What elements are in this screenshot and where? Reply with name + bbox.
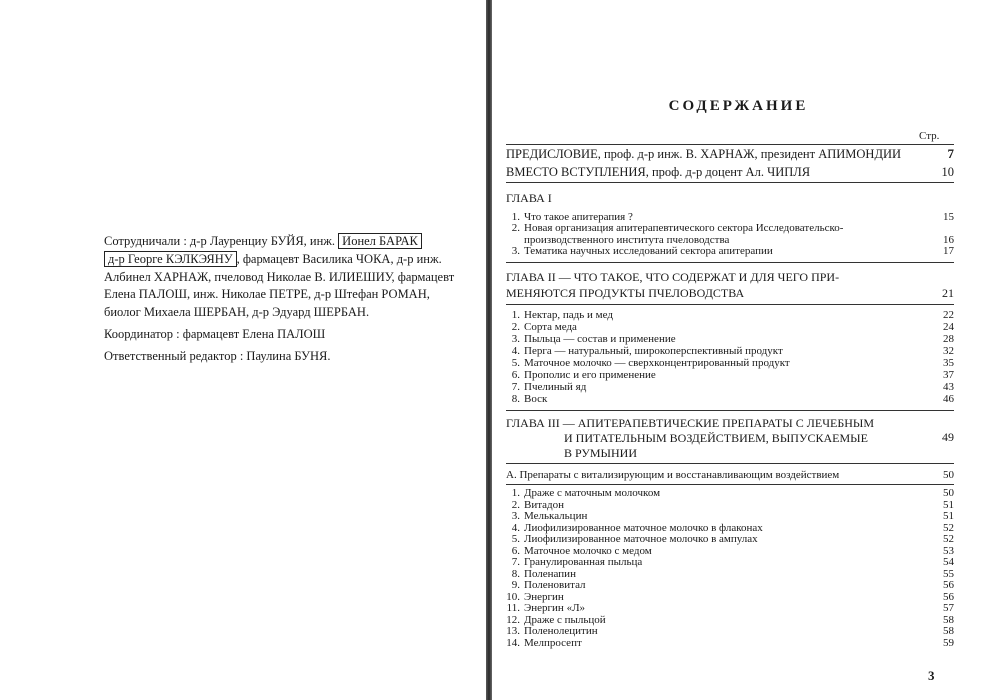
item-text: Воск	[524, 393, 548, 405]
item-text: Пыльца — состав и применение	[524, 333, 676, 345]
section-heading	[506, 470, 954, 482]
credits-line	[104, 251, 484, 269]
item-number: 1.	[511, 487, 520, 499]
item-page: 35	[943, 357, 954, 369]
item-page: 52	[943, 521, 954, 534]
item-number: 12.	[506, 613, 520, 626]
boxed-name: Ионел БАРАК	[338, 233, 422, 249]
item-text: Энергин	[524, 590, 564, 603]
toc-item	[506, 394, 954, 406]
divider	[506, 484, 954, 485]
item-number: 5.	[511, 533, 520, 545]
item-text: Прополис и его применение	[524, 369, 656, 381]
divider	[506, 410, 954, 411]
item-text: Лиофилизированное маточное молочко в ампулах	[524, 533, 758, 545]
item-page: 58	[943, 613, 954, 626]
item-page: 32	[943, 345, 954, 357]
page-column-label: Стр.	[919, 130, 940, 142]
item-page: 16	[943, 234, 954, 246]
item-text: Мелпросепт	[524, 636, 582, 649]
boxed-name: д-р Георге КЭЛКЭЯНУ	[104, 251, 237, 267]
item-text: Поленапин	[524, 567, 576, 580]
toc-entry-page: 10	[941, 165, 954, 179]
item-page: 58	[943, 625, 954, 637]
item-page: 46	[943, 393, 954, 405]
item-number: 3.	[511, 510, 520, 522]
item-text: Энергин «Л»	[524, 602, 586, 614]
toc-item	[506, 382, 954, 394]
divider	[506, 262, 954, 263]
item-text: Драже с маточным молочком	[524, 487, 661, 499]
item-text: производственного института пчеловодства	[524, 234, 730, 246]
toc-title: СОДЕРЖАНИЕ	[668, 98, 809, 114]
item-number: 1.	[511, 309, 520, 321]
item-number: 10.	[506, 590, 520, 603]
item-text: Мелькальцин	[524, 510, 588, 522]
credits-line: биолог Михаела ШЕРБАН, д-р Эдуард ШЕРБАН.	[104, 305, 370, 319]
credits-line: Албинел ХАРНАЖ, пчеловод Николае В. ИЛИЕШИУ, фармацевт	[104, 269, 455, 284]
item-number: 3.	[511, 245, 520, 257]
divider	[506, 182, 954, 183]
item-page: 24	[943, 321, 954, 333]
item-text: Гранулированная пыльца	[524, 556, 643, 568]
item-text: Витадон	[524, 498, 565, 511]
toc-item	[506, 638, 954, 650]
item-page: 43	[943, 381, 954, 393]
item-number: 2.	[511, 498, 520, 511]
section-text: А. Препараты с витализирующим и восстанавливающим воздействием	[506, 469, 840, 481]
toc-item	[506, 246, 954, 258]
item-page: 28	[943, 333, 954, 345]
divider	[506, 463, 954, 464]
responsible-editor: Ответственный редактор : Паулина БУНЯ.	[104, 348, 331, 363]
item-page: 52	[943, 533, 954, 545]
item-page: 56	[943, 579, 954, 591]
chapter-title-line3	[506, 446, 954, 462]
item-text: Тематика научных исследований сектора апитерапии	[524, 245, 773, 257]
item-text: Поленовитал	[524, 579, 586, 591]
item-page: 37	[943, 369, 954, 381]
item-page: 55	[943, 567, 954, 580]
chapter-title: ГЛАВА III — АПИТЕРАПЕВТИЧЕСКИЕ ПРЕПАРАТЫ С ЛЕЧЕБНЫМ	[506, 416, 875, 430]
toc-entry	[506, 147, 954, 162]
item-number: 3.	[511, 333, 520, 345]
item-text: Перга — натуральный, широкоперспективный продукт	[524, 345, 783, 357]
toc-entry	[506, 165, 954, 180]
item-page: 22	[943, 309, 954, 321]
chapter-title-text: В РУМЫНИИ	[564, 446, 638, 460]
item-text: Маточное молочко с медом	[524, 544, 652, 557]
toc-entry-page: 7	[947, 146, 954, 161]
divider	[506, 304, 954, 305]
item-number: 8.	[511, 567, 520, 580]
chapter-title-line2: И ПИТАТЕЛЬНЫМ ВОЗДЕЙСТВИЕМ, ВЫПУСКАЕМЫЕ	[564, 431, 868, 445]
right-page	[492, 0, 985, 700]
divider	[506, 144, 954, 145]
chapter-title-line2	[506, 286, 954, 302]
item-text: Маточное молочко — сверхконцентрированный продукт	[524, 357, 790, 369]
section-page: 50	[943, 469, 954, 481]
item-number: 1.	[511, 211, 520, 223]
item-text: Сорта меда	[524, 321, 577, 333]
item-page: 17	[943, 245, 954, 257]
credits-text: Сотрудничали : д-р Лауренциу БУЙЯ, инж.	[104, 234, 336, 248]
item-page: 51	[943, 510, 954, 522]
toc-entry-text: ПРЕДИСЛОВИЕ, проф. д-р инж. В. ХАРНАЖ, президент АПИМОНДИИ	[506, 147, 902, 161]
item-number: 4.	[511, 521, 520, 534]
item-number: 14.	[506, 636, 520, 649]
toc-entry-text: ВМЕСТО ВСТУПЛЕНИЯ, проф. д-р доцент Ал. ЧИПЛЯ	[506, 165, 811, 179]
toc-item	[506, 488, 954, 500]
credits-text: , фармацевт Василика ЧОКА, д-р инж.	[236, 251, 442, 266]
left-page	[0, 0, 486, 700]
item-number: 9.	[511, 579, 520, 591]
toc-item	[506, 580, 954, 592]
item-text: Драже с пыльцой	[524, 613, 606, 626]
item-text: Нектар, падь и мед	[524, 309, 613, 321]
chapter-title-text: МЕНЯЮТСЯ ПРОДУКТЫ ПЧЕЛОВОДСТВА	[506, 286, 745, 300]
coordinator: Координатор : фармацевт Елена ПАЛОШ	[104, 326, 326, 341]
chapter-page: 21	[942, 286, 954, 300]
item-number: 6.	[511, 544, 520, 557]
item-page: 59	[943, 636, 954, 649]
credits-line	[104, 233, 484, 251]
item-page: 56	[943, 590, 954, 603]
item-text: Пчелиный яд	[524, 381, 587, 393]
item-number: 5.	[511, 357, 520, 369]
item-number: 8.	[511, 393, 520, 405]
item-number: 7.	[511, 381, 520, 393]
item-number: 6.	[511, 369, 520, 381]
item-text: Новая организация апитерапевтического сектора Исследовательско-	[524, 222, 844, 234]
item-page: 57	[943, 602, 954, 614]
item-page: 53	[943, 544, 954, 557]
item-page: 50	[943, 487, 954, 499]
item-page: 15	[943, 211, 954, 223]
item-text: Лиофилизированное маточное молочко в флаконах	[524, 521, 763, 534]
credits-line: Елена ПАЛОШ, инж. Николае ПЕТРЕ, д-р Штефан РОМАН,	[104, 287, 430, 302]
chapter-title: ГЛАВА I	[506, 191, 552, 205]
page-number: 3	[928, 668, 935, 683]
item-number: 13.	[506, 625, 520, 637]
item-number: 2.	[511, 321, 520, 333]
item-page: 54	[943, 556, 954, 568]
chapter-title: ГЛАВА II — ЧТО ТАКОЕ, ЧТО СОДЕРЖАТ И ДЛЯ ЧЕГО ПРИ-	[506, 270, 840, 284]
credits-block	[104, 233, 484, 365]
item-number: 2.	[511, 222, 520, 234]
item-number: 7.	[511, 556, 520, 568]
item-number: 4.	[511, 345, 520, 357]
chapter-page: 49	[942, 430, 954, 445]
item-text: Что такое апитерапия ?	[524, 211, 633, 223]
item-text: Поленолецитин	[524, 625, 598, 637]
item-number: 11.	[506, 602, 520, 614]
item-page: 51	[943, 498, 954, 511]
